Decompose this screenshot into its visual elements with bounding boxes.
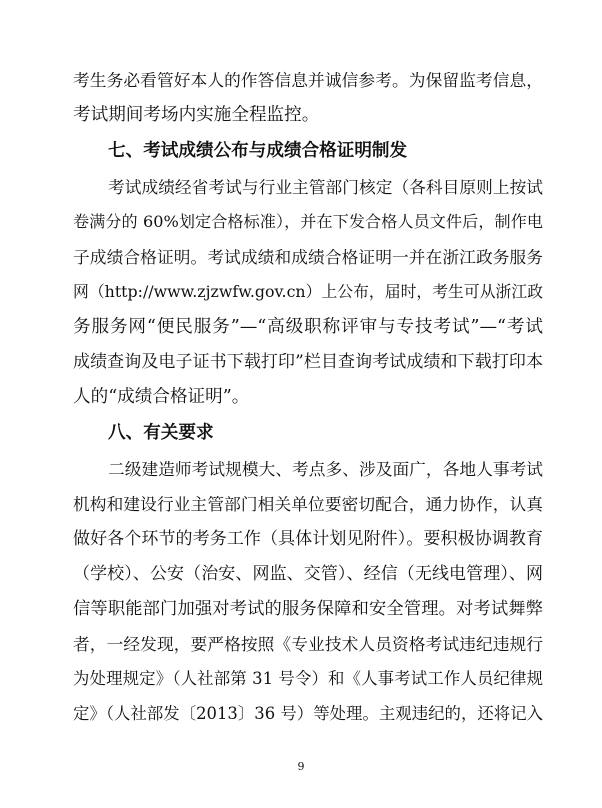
paragraph-line: 信等职能部门加强对考试的服务保障和安全管理。对考试舞弊 bbox=[73, 599, 543, 619]
paragraph-line: 考试成绩经省考试与行业主管部门核定（各科目原则上按试 bbox=[108, 177, 543, 197]
paragraph-line: 卷满分的 60%划定合格标准），并在下发合格人员文件后，制作电 bbox=[73, 212, 543, 231]
paragraph-line: 务服务网“便民服务”—“高级职称评审与专技考试”—“考试 bbox=[73, 317, 543, 337]
section-heading-8: 八、有关要求 bbox=[108, 423, 214, 443]
paragraph-line: 者，一经发现，要严格按照《专业技术人员资格考试违纪违规行 bbox=[73, 634, 543, 654]
paragraph-line: 做好各个环节的考务工作（具体计划见附件）。要积极协调教育 bbox=[73, 529, 543, 549]
paragraph-line: 考试期间考场内实施全程监控。 bbox=[73, 105, 320, 125]
paragraph-line: 机构和建设行业主管部门相关单位要密切配合，通力协作，认真 bbox=[73, 494, 543, 514]
paragraph-line: 网（http://www.zjzwfw.gov.cn）上公布，届时，考生可从浙江政 bbox=[73, 282, 543, 301]
paragraph-line: 人的“成绩合格证明”。 bbox=[73, 387, 250, 407]
page-number: 9 bbox=[297, 760, 305, 773]
paragraph-line: （学校）、公安（治安、网监、交管）、经信（无线电管理）、网 bbox=[73, 564, 543, 584]
paragraph-line: 考生务必看管好本人的作答信息并诚信参考。为保留监考信息， bbox=[73, 70, 543, 90]
paragraph-line: 二级建造师考试规模大、考点多、涉及面广，各地人事考试 bbox=[108, 459, 543, 479]
paragraph-line: 成绩查询及电子证书下载打印”栏目查询考试成绩和下载打印本 bbox=[73, 352, 543, 372]
paragraph-line: 子成绩合格证明。考试成绩和成绩合格证明一并在浙江政务服务 bbox=[73, 247, 543, 267]
paragraph-line: 为处理规定》（人社部第 31 号令）和《人事考试工作人员纪律规 bbox=[73, 669, 543, 688]
section-heading-7: 七、考试成绩公布与成绩合格证明制发 bbox=[108, 141, 408, 161]
paragraph-line: 定》（人社部发〔2013〕36 号）等处理。主观违纪的，还将记入 bbox=[73, 704, 543, 723]
